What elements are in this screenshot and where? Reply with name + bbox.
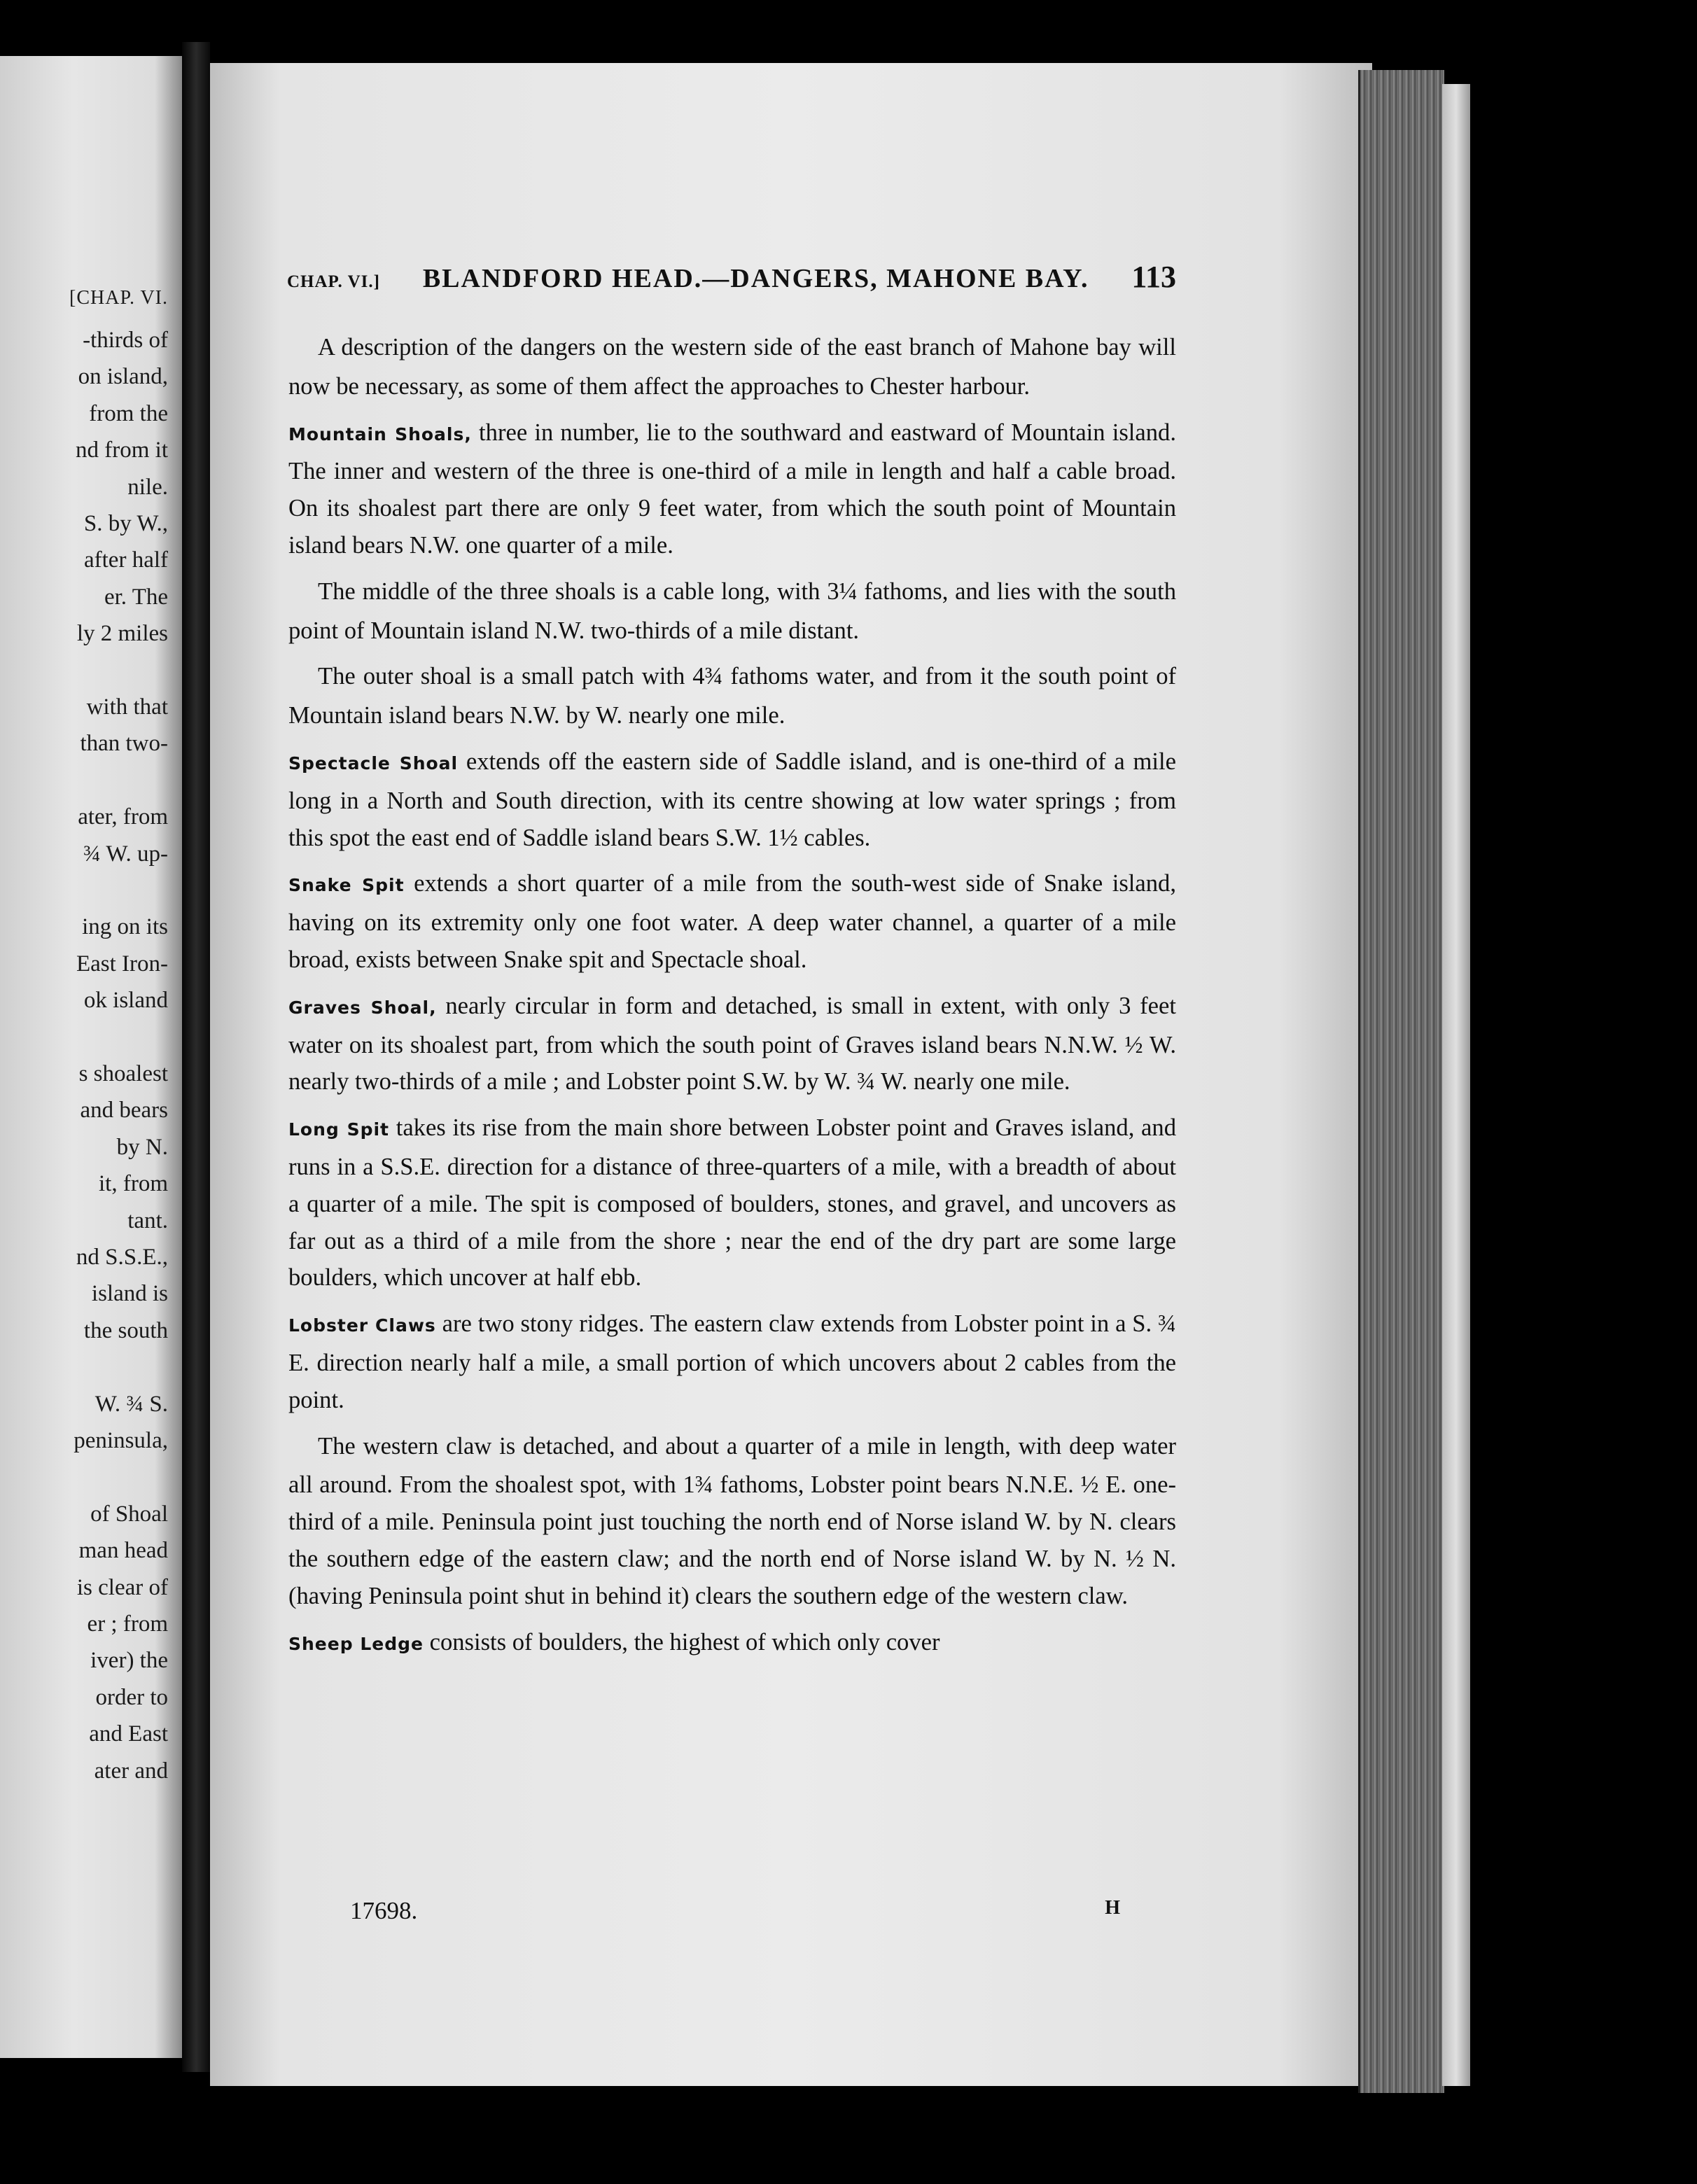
- paragraph: [288, 865, 1176, 978]
- paragraph-text: consists of boulders, the highest of which only cover: [423, 1628, 940, 1656]
- facing-page-line: er. The: [104, 584, 168, 610]
- paragraph: [288, 743, 1176, 856]
- book-gutter: [182, 42, 210, 2072]
- facing-page-line: iver) the: [90, 1648, 168, 1674]
- facing-page-line: after half: [84, 547, 168, 573]
- facing-page-line: nd from it: [76, 438, 168, 463]
- facing-page-line: on island,: [78, 364, 168, 390]
- paragraph-label: Spectacle Shoal: [288, 752, 459, 774]
- facing-page-line: nile.: [127, 474, 168, 500]
- facing-page-line: ater, from: [78, 804, 168, 830]
- running-head: [287, 259, 1176, 295]
- paragraph: [288, 658, 1176, 734]
- paragraph: [288, 1110, 1176, 1296]
- signature-number: 17698.: [350, 1897, 418, 1924]
- paragraph-text: are two stony ridges. The eastern claw extends from Lobster point in a S. ¾ E. direction nearly half a mile, a small portion of which uncovers about 2 cables from the point.: [288, 1310, 1176, 1413]
- facing-page-line: is clear of: [76, 1574, 168, 1600]
- paragraph-text: The middle of the three shoals is a cable long, with 3¼ fathoms, and lies with the south point of Mountain island N.W. two-thirds of a mile distant.: [288, 578, 1176, 644]
- paragraph: [288, 414, 1176, 564]
- facing-page-line: ly 2 miles: [76, 621, 168, 647]
- facing-page-line: ing on its: [82, 914, 168, 940]
- page-edges: [1358, 70, 1444, 2093]
- paragraph: [288, 1428, 1176, 1615]
- paragraph-text: three in number, lie to the southward and eastward of Mountain island. The inner and western of the three is one-third of a mile in length and half a cable broad. On its shoalest part there are only 9 feet water, from which the south point of Mountain island bears N.W. one quarter of a mile.: [288, 419, 1176, 559]
- paragraph-label: Mountain Shoals,: [288, 424, 472, 444]
- facing-page-line: er ; from: [87, 1611, 168, 1637]
- facing-page-line: order to: [95, 1684, 168, 1710]
- facing-page-line: man head: [78, 1538, 168, 1564]
- paragraph-label: Lobster Claws: [288, 1315, 436, 1336]
- paragraph-label: Snake Spit: [288, 875, 405, 896]
- facing-page-line: -thirds of: [83, 328, 168, 353]
- paragraph-text: extends a short quarter of a mile from the south-west side of Snake island, having on its extremity only one foot water. A deep water channel, a quarter of a mile broad, exists between Snake spit and Spectacle shoal.: [288, 870, 1176, 973]
- facing-page-line: and East: [89, 1721, 168, 1747]
- paragraph: [288, 988, 1176, 1100]
- page-number: 113: [1131, 260, 1176, 294]
- chapter-reference: CHAP. VI.]: [287, 272, 380, 291]
- facing-page-line: s shoalest: [78, 1061, 168, 1086]
- body-text: [288, 329, 1176, 1672]
- paragraph-label: Long Spit: [288, 1119, 389, 1140]
- back-cover: [1442, 84, 1470, 2086]
- facing-page-line: by N.: [116, 1134, 168, 1160]
- facing-page-line: with that: [86, 694, 168, 720]
- paragraph-text: nearly circular in form and detached, is small in extent, with only 3 feet water on its shoalest part, from which the south point of Graves island bears N.N.W. ½ W. nearly two-thirds of a mile ; and Lobster point S.W. by W. ¾ W. nearly one mile.: [288, 992, 1176, 1096]
- paragraph-text: The outer shoal is a small patch with 4¾ fathoms water, and from it the south point of Mountain island bears N.W. by W. nearly one mile.: [288, 663, 1176, 729]
- facing-page-line: the south: [83, 1317, 168, 1343]
- paragraph: [288, 573, 1176, 650]
- facing-page-line: and bears: [80, 1098, 168, 1124]
- page-title: BLANDFORD HEAD.—DANGERS, MAHONE BAY.: [422, 264, 1089, 293]
- paragraph-text: The western claw is detached, and about a quarter of a mile in length, with deep water all around. From the shoalest spot, with 1¾ fathoms, Lobster point bears N.N.E. ½ E. one-third of a mile. Peninsula point just touching the north end of Norse island W. by N. clears the southern edge of the eastern claw; and the north end of Norse island W. by N. ½ N. (having Peninsula point shut in behind it) clears the southern edge of the western claw.: [288, 1432, 1176, 1609]
- facing-page-line: of Shoal: [90, 1501, 168, 1527]
- facing-page-line: S. by W.,: [83, 511, 168, 536]
- facing-page-line: peninsula,: [74, 1428, 168, 1453]
- paragraph: [288, 1624, 1176, 1663]
- facing-page-left: [0, 56, 185, 2058]
- facing-page-line: East Iron-: [76, 951, 168, 976]
- signature-letter: H: [1105, 1897, 1120, 1919]
- paragraph-text: A description of the dangers on the western side of the east branch of Mahone bay will now be necessary, as some of them affect the approaches to Chester harbour.: [288, 334, 1176, 400]
- facing-page-line: it, from: [99, 1171, 168, 1197]
- paragraph-text: extends off the eastern side of Saddle island, and is one-third of a mile long in a North and South direction, with its centre showing at low water springs ; from this spot the east end of Saddle island bears S.W. 1½ cables.: [288, 748, 1176, 851]
- paragraph-label: Sheep Ledge: [288, 1633, 424, 1654]
- facing-page-line: nd S.S.E.,: [76, 1245, 168, 1270]
- page-footer: [350, 1897, 1120, 1925]
- paragraph-text: takes its rise from the main shore between Lobster point and Graves island, and runs in a S.S.E. direction for a distance of three-quarters of a mile, with a breadth of about a quarter of a mile. The spit is composed of boulders, stones, and gravel, and uncovers as far out as a third of a mile from the shore ; near the end of the dry part are some large boulders, which uncover at half ebb.: [288, 1114, 1176, 1292]
- facing-page-line: than two-: [80, 731, 168, 757]
- facing-page-header: [CHAP. VI.: [69, 287, 168, 309]
- facing-page-line: tant.: [127, 1208, 168, 1233]
- facing-page-line: ¾ W. up-: [83, 841, 168, 867]
- paragraph: [288, 329, 1176, 405]
- paragraph: [288, 1306, 1176, 1418]
- paragraph-label: Graves Shoal,: [288, 997, 437, 1018]
- facing-page-line: from the: [89, 400, 168, 426]
- facing-page-line: ok island: [83, 988, 168, 1014]
- facing-page-line: W. ¾ S.: [95, 1391, 168, 1417]
- facing-page-line: ater and: [94, 1758, 168, 1784]
- facing-page-line: island is: [91, 1281, 168, 1307]
